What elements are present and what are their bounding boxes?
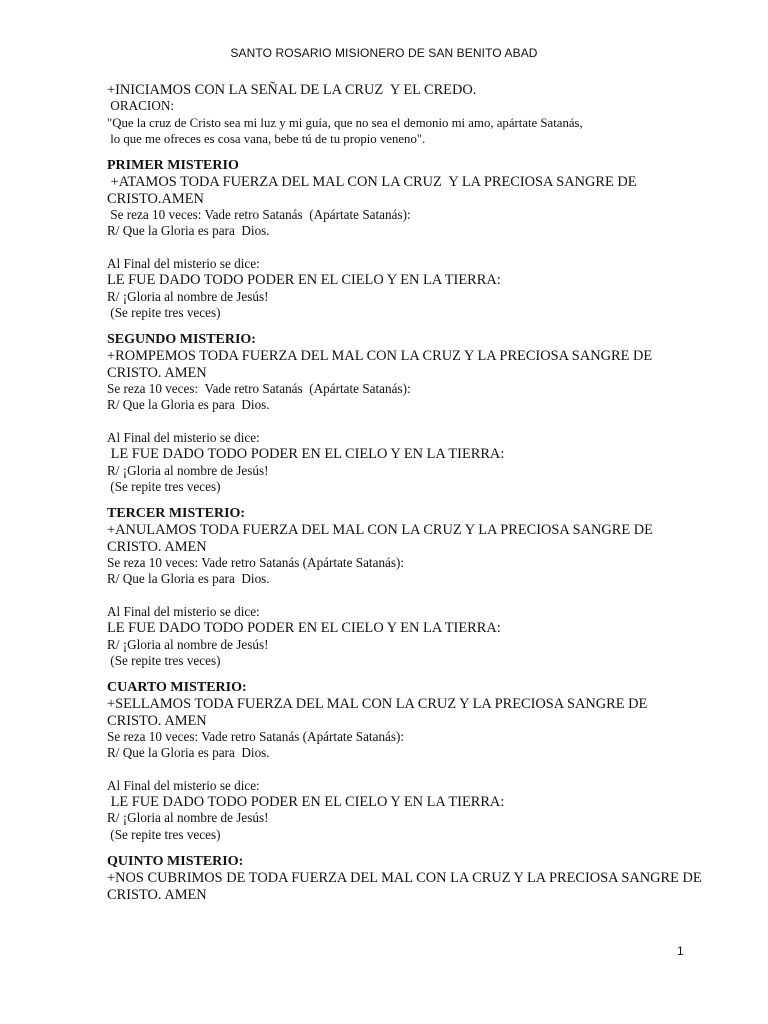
mystery-line: R/ Que la Gloria es para Dios.: [107, 745, 270, 761]
intro-line: lo que me ofreces es cosa vana, bebe tú de tu propio veneno".: [107, 131, 426, 146]
mystery-line: LE FUE DADO TODO PODER EN EL CIELO Y EN LA TIERRA:: [107, 446, 505, 463]
mystery-line: +SELLAMOS TODA FUERZA DEL MAL CON LA CRUZ Y LA PRECIOSA SANGRE DE: [107, 696, 648, 713]
mystery-line: Al Final del misterio se dice:: [107, 429, 260, 445]
mystery-line: (Se repite tres veces): [107, 478, 221, 494]
mystery-line: +ANULAMOS TODA FUERZA DEL MAL CON LA CRUZ Y LA PRECIOSA SANGRE DE: [107, 522, 653, 539]
mystery-line: Se reza 10 veces: Vade retro Satanás (Apártate Satanás):: [107, 381, 411, 397]
page-number: 1: [677, 944, 684, 958]
mystery-line: Al Final del misterio se dice:: [107, 777, 260, 793]
document-body: [107, 82, 707, 903]
mystery-line: LE FUE DADO TODO PODER EN EL CIELO Y EN LA TIERRA:: [107, 620, 501, 637]
mystery-line: Se reza 10 veces: Vade retro Satanás (Apártate Satanás):: [107, 728, 405, 744]
mystery-line: +ATAMOS TODA FUERZA DEL MAL CON LA CRUZ Y LA PRECIOSA SANGRE DE: [107, 174, 637, 191]
mystery-line: CRISTO. AMEN: [107, 538, 207, 555]
mystery-line: CRISTO. AMEN: [107, 886, 207, 903]
mystery-line: +ROMPEMOS TODA FUERZA DEL MAL CON LA CRUZ Y LA PRECIOSA SANGRE DE: [107, 348, 653, 365]
mystery-line: R/ Que la Gloria es para Dios.: [107, 571, 270, 587]
mystery-line: R/ ¡Gloria al nombre de Jesús!: [107, 288, 269, 304]
mystery-line: CRISTO.AMEN: [107, 190, 204, 207]
intro-line: "Que la cruz de Cristo sea mi luz y mi guía, que no sea el demonio mi amo, apártate Satanás,: [107, 115, 583, 130]
mystery-line: R/ Que la Gloria es para Dios.: [107, 397, 270, 413]
intro-line: ORACION:: [107, 98, 175, 114]
mystery-line: +NOS CUBRIMOS DE TODA FUERZA DEL MAL CON LA CRUZ Y LA PRECIOSA SANGRE DE: [107, 870, 702, 887]
mystery-line: Al Final del misterio se dice:: [107, 603, 260, 619]
mystery-line: Se reza 10 veces: Vade retro Satanás (Apártate Satanás):: [107, 207, 411, 223]
mystery-line: R/ ¡Gloria al nombre de Jesús!: [107, 636, 269, 652]
mystery-heading: SEGUNDO MISTERIO:: [107, 332, 256, 348]
mystery-line: R/ ¡Gloria al nombre de Jesús!: [107, 462, 269, 478]
mystery-line: Al Final del misterio se dice:: [107, 255, 260, 271]
mystery-heading: PRIMER MISTERIO: [107, 158, 239, 174]
mystery-line: (Se repite tres veces): [107, 652, 221, 668]
intro-line: +INICIAMOS CON LA SEÑAL DE LA CRUZ Y EL CREDO.: [107, 82, 477, 98]
mystery-line: R/ Que la Gloria es para Dios.: [107, 223, 270, 239]
mystery-line: LE FUE DADO TODO PODER EN EL CIELO Y EN LA TIERRA:: [107, 794, 505, 811]
mystery-heading: TERCER MISTERIO:: [107, 506, 246, 522]
document-title: SANTO ROSARIO MISIONERO DE SAN BENITO ABAD: [230, 46, 538, 60]
mystery-line: (Se repite tres veces): [107, 826, 221, 842]
mystery-line: (Se repite tres veces): [107, 304, 221, 320]
mystery-line: LE FUE DADO TODO PODER EN EL CIELO Y EN LA TIERRA:: [107, 272, 501, 289]
mystery-line: Se reza 10 veces: Vade retro Satanás (Apártate Satanás):: [107, 555, 405, 571]
mystery-heading: CUARTO MISTERIO:: [107, 680, 247, 696]
mystery-line: CRISTO. AMEN: [107, 364, 207, 381]
mystery-heading: QUINTO MISTERIO:: [107, 854, 244, 870]
mystery-line: CRISTO. AMEN: [107, 712, 207, 729]
mystery-line: R/ ¡Gloria al nombre de Jesús!: [107, 810, 269, 826]
